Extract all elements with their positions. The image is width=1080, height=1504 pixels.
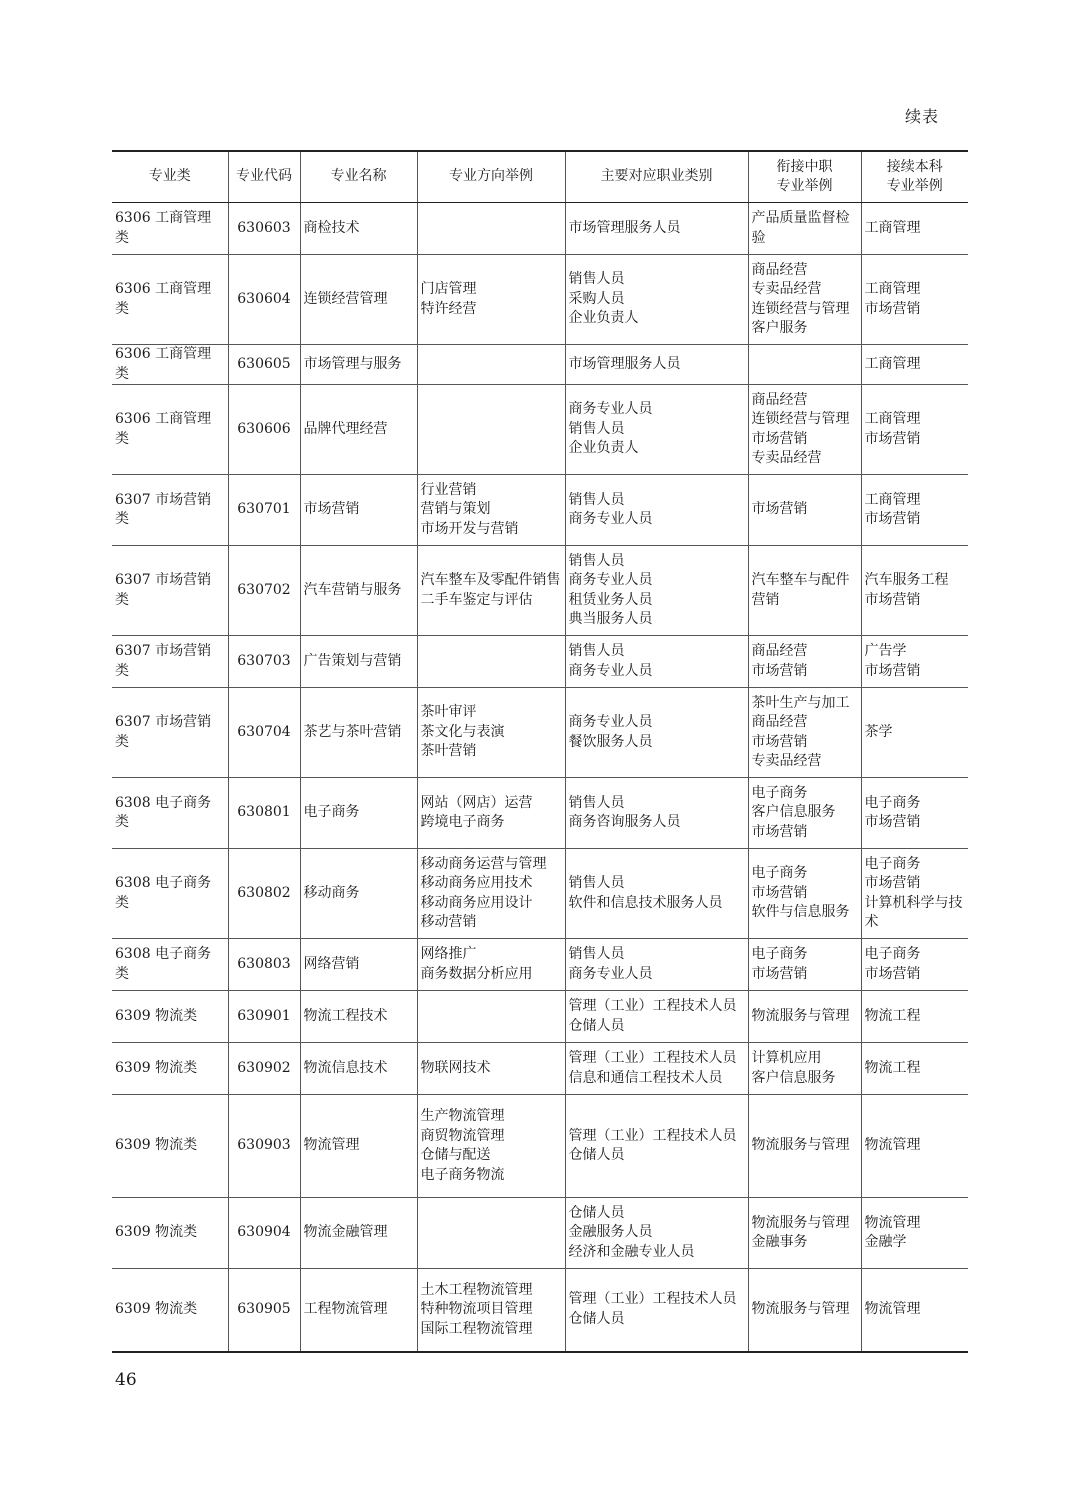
table-header-row <box>112 151 968 203</box>
category-cell: 6306 工商管理类 <box>112 255 228 345</box>
cell-line: 商务数据分析应用 <box>420 965 533 982</box>
major-name-cell: 物流管理 <box>300 1095 417 1198</box>
cell-line: 仓储人员 <box>568 1147 625 1163</box>
jobs-cell <box>565 636 748 688</box>
cell-line: 客户服务 <box>751 320 808 336</box>
cell-line: 市场营销 <box>864 511 921 527</box>
category-cell: 6307 市场营销类 <box>112 688 228 778</box>
bachelor-majors-cell <box>861 1198 968 1269</box>
bachelor-majors-cell <box>861 778 968 849</box>
header-bachelor <box>861 151 968 203</box>
cell-line: 工商管理 <box>864 491 921 508</box>
major-name-cell: 连锁经营管理 <box>300 255 417 345</box>
secondary-majors-cell <box>748 475 861 546</box>
cell-line: 客户信息服务 <box>751 804 836 821</box>
cell-line: 营销与策划 <box>420 501 491 518</box>
cell-line: 电子商务 <box>751 784 808 801</box>
cell-line: 商务咨询服务人员 <box>568 814 681 830</box>
cell-line: 物联网技术 <box>420 1059 491 1076</box>
cell-line: 工商管理 <box>864 281 921 297</box>
cell-line: 商品经营 <box>751 643 808 659</box>
major-name-cell: 汽车营销与服务 <box>300 546 417 636</box>
major-name-cell: 物流工程技术 <box>300 991 417 1043</box>
cell-line: 商务专业人员 <box>568 714 653 730</box>
table-row <box>112 636 968 688</box>
cell-line: 管理（工业）工程技术人员 <box>568 1127 737 1144</box>
cell-line: 商务专业人员 <box>568 401 653 418</box>
category-cell: 6309 物流类 <box>112 1095 228 1198</box>
cell-line: 专卖品经营 <box>751 281 822 297</box>
code-cell: 630703 <box>228 636 300 688</box>
bachelor-majors-cell <box>861 1269 968 1352</box>
cell-line: 市场开发与营销 <box>420 520 519 537</box>
code-cell: 630604 <box>228 255 300 345</box>
direction-cell <box>417 1269 565 1352</box>
cell-line: 网络推广 <box>420 946 477 962</box>
cell-line: 销售人员 <box>568 271 625 288</box>
cell-line: 金融学 <box>864 1234 907 1250</box>
major-name-cell: 市场管理与服务 <box>300 345 417 385</box>
cell-line: 网站（网店）运营 <box>420 794 533 811</box>
cell-line: 汽车整车与配件营销 <box>751 572 850 608</box>
cell-line: 电子商务 <box>864 855 921 872</box>
secondary-majors-cell <box>748 991 861 1043</box>
major-name-cell: 商检技术 <box>300 203 417 255</box>
header-line: 衔接中职 <box>776 158 833 175</box>
cell-line: 二手车鉴定与评估 <box>420 591 533 608</box>
cell-line: 移动商务运营与管理 <box>420 855 547 872</box>
cell-line: 商贸物流管理 <box>420 1127 505 1144</box>
code-cell: 630905 <box>228 1269 300 1352</box>
cell-line: 经济和金融专业人员 <box>568 1243 695 1260</box>
cell-line: 国际工程物流管理 <box>420 1320 533 1337</box>
direction-cell <box>417 203 565 255</box>
major-name-cell: 工程物流管理 <box>300 1269 417 1352</box>
cell-line: 市场营销 <box>751 823 808 840</box>
major-name-cell: 网络营销 <box>300 939 417 991</box>
cell-line: 仓储人员 <box>568 1204 625 1221</box>
cell-line: 商品经营 <box>751 391 808 408</box>
cell-line: 商务专业人员 <box>568 572 653 588</box>
category-cell: 6306 工商管理类 <box>112 385 228 475</box>
secondary-majors-cell <box>748 255 861 345</box>
bachelor-majors-cell <box>861 546 968 636</box>
direction-cell <box>417 636 565 688</box>
cell-line: 物流服务与管理 <box>751 1007 850 1024</box>
header-line: 专业举例 <box>886 178 943 194</box>
jobs-cell <box>565 255 748 345</box>
major-name-cell: 移动商务 <box>300 849 417 939</box>
secondary-majors-cell <box>748 688 861 778</box>
direction-cell <box>417 255 565 345</box>
direction-cell <box>417 546 565 636</box>
code-cell: 630606 <box>228 385 300 475</box>
cell-line: 跨境电子商务 <box>420 814 505 830</box>
category-cell: 6307 市场营销类 <box>112 475 228 546</box>
cell-line: 茶叶审评 <box>420 704 477 721</box>
code-cell: 630702 <box>228 546 300 636</box>
cell-line: 商品经营 <box>751 714 808 730</box>
cell-line: 市场营销 <box>864 300 921 317</box>
header-line: 专业代码 <box>236 168 292 185</box>
table-row <box>112 345 968 385</box>
code-cell: 630701 <box>228 475 300 546</box>
cell-line: 工商管理 <box>864 219 921 236</box>
cell-line: 仓储与配送 <box>420 1147 491 1163</box>
bachelor-majors-cell <box>861 475 968 546</box>
cell-line: 特种物流项目管理 <box>420 1301 533 1317</box>
cell-line: 软件和信息技术服务人员 <box>568 894 723 911</box>
jobs-cell <box>565 345 748 385</box>
cell-line: 茶叶生产与加工 <box>751 694 850 711</box>
cell-line: 销售人员 <box>568 875 625 891</box>
bachelor-majors-cell <box>861 636 968 688</box>
category-cell: 6309 物流类 <box>112 991 228 1043</box>
bachelor-majors-cell <box>861 203 968 255</box>
bachelor-majors-cell <box>861 385 968 475</box>
category-cell: 6308 电子商务类 <box>112 939 228 991</box>
cell-line: 租赁业务人员 <box>568 591 653 608</box>
code-cell: 630605 <box>228 345 300 385</box>
cell-line: 电子商务物流 <box>420 1166 505 1183</box>
table-row <box>112 939 968 991</box>
code-cell: 630802 <box>228 849 300 939</box>
major-name-cell: 电子商务 <box>300 778 417 849</box>
cell-line: 市场营销 <box>864 662 921 679</box>
table-row <box>112 385 968 475</box>
bachelor-majors-cell <box>861 688 968 778</box>
cell-line: 销售人员 <box>568 420 625 437</box>
direction-cell <box>417 385 565 475</box>
jobs-cell <box>565 939 748 991</box>
cell-line: 土木工程物流管理 <box>420 1281 533 1298</box>
header-line: 专业类 <box>148 168 191 185</box>
header-jobs <box>565 151 748 203</box>
jobs-cell <box>565 385 748 475</box>
header-code <box>228 151 300 203</box>
cell-line: 市场营销 <box>751 662 808 679</box>
secondary-majors-cell <box>748 1269 861 1352</box>
header-name <box>300 151 417 203</box>
category-cell: 6309 物流类 <box>112 1198 228 1269</box>
header-secondary <box>748 151 861 203</box>
cell-line: 电子商务 <box>751 946 808 962</box>
header-line: 专业名称 <box>330 168 387 185</box>
cell-line: 专卖品经营 <box>751 450 822 466</box>
cell-line: 移动商务应用技术 <box>420 875 533 891</box>
cell-line: 金融服务人员 <box>568 1224 653 1241</box>
cell-line: 管理（工业）工程技术人员 <box>568 998 737 1014</box>
code-cell: 630904 <box>228 1198 300 1269</box>
code-cell: 630704 <box>228 688 300 778</box>
category-cell: 6306 工商管理类 <box>112 345 228 385</box>
cell-line: 销售人员 <box>568 643 625 659</box>
secondary-majors-cell <box>748 849 861 939</box>
category-cell: 6308 电子商务类 <box>112 849 228 939</box>
cell-line: 工商管理 <box>864 411 921 427</box>
major-name-cell: 物流信息技术 <box>300 1043 417 1095</box>
cell-line: 信息和通信工程技术人员 <box>568 1069 723 1086</box>
cell-line: 企业负责人 <box>568 440 639 457</box>
table-row <box>112 849 968 939</box>
page-number: 46 <box>115 1370 137 1390</box>
table-row <box>112 203 968 255</box>
cell-line: 商务专业人员 <box>568 965 653 982</box>
cell-line: 管理（工业）工程技术人员 <box>568 1291 737 1308</box>
cell-line: 移动营销 <box>420 914 477 930</box>
cell-line: 市场营销 <box>864 965 921 982</box>
cell-line: 电子商务 <box>751 865 808 882</box>
major-name-cell: 物流金融管理 <box>300 1198 417 1269</box>
cell-line: 市场管理服务人员 <box>568 219 681 236</box>
code-cell: 630801 <box>228 778 300 849</box>
cell-line: 汽车整车及零配件销售 <box>420 572 561 588</box>
bachelor-majors-cell <box>861 345 968 385</box>
cell-line: 销售人员 <box>568 491 625 508</box>
cell-line: 生产物流管理 <box>420 1108 505 1124</box>
table-body <box>112 203 968 1352</box>
cell-line: 销售人员 <box>568 552 625 569</box>
header-line: 主要对应职业类别 <box>600 168 713 185</box>
cell-line: 广告学 <box>864 643 907 659</box>
cell-line: 商务专业人员 <box>568 662 653 679</box>
category-cell: 6308 电子商务类 <box>112 778 228 849</box>
table-row <box>112 778 968 849</box>
cell-line: 物流服务与管理 <box>751 1137 850 1154</box>
category-cell: 6306 工商管理类 <box>112 203 228 255</box>
cell-line: 物流服务与管理 <box>751 1214 850 1231</box>
code-cell: 630603 <box>228 203 300 255</box>
cell-line: 物流管理 <box>864 1301 921 1317</box>
cell-line: 销售人员 <box>568 946 625 962</box>
continued-label: 续表 <box>905 107 940 126</box>
jobs-cell <box>565 1269 748 1352</box>
table-row <box>112 1198 968 1269</box>
cell-line: 茶叶营销 <box>420 743 477 760</box>
cell-line: 销售人员 <box>568 794 625 811</box>
header-line: 专业举例 <box>776 178 833 194</box>
cell-line: 连锁经营与管理 <box>751 300 850 317</box>
cell-line: 移动商务应用设计 <box>420 894 533 911</box>
cell-line: 企业负责人 <box>568 310 639 327</box>
cell-line: 商务专业人员 <box>568 511 653 527</box>
bachelor-majors-cell <box>861 1043 968 1095</box>
secondary-majors-cell <box>748 778 861 849</box>
direction-cell <box>417 849 565 939</box>
secondary-majors-cell <box>748 385 861 475</box>
cell-line: 工商管理 <box>864 355 921 372</box>
cell-line: 汽车服务工程 <box>864 572 949 588</box>
cell-line: 金融事务 <box>751 1234 808 1250</box>
direction-cell <box>417 688 565 778</box>
header-line: 专业方向举例 <box>449 168 533 185</box>
cell-line: 特许经营 <box>420 300 477 317</box>
cell-line: 市场管理服务人员 <box>568 355 681 372</box>
secondary-majors-cell <box>748 203 861 255</box>
cell-line: 软件与信息服务 <box>751 904 850 921</box>
jobs-cell <box>565 546 748 636</box>
table-row <box>112 1043 968 1095</box>
jobs-cell <box>565 475 748 546</box>
table-row <box>112 688 968 778</box>
table-row <box>112 1095 968 1198</box>
cell-line: 典当服务人员 <box>568 611 653 627</box>
category-cell: 6307 市场营销类 <box>112 546 228 636</box>
cell-line: 行业营销 <box>420 481 477 498</box>
direction-cell <box>417 1095 565 1198</box>
bachelor-majors-cell <box>861 1095 968 1198</box>
majors-table <box>112 150 968 1353</box>
cell-line: 市场营销 <box>751 430 808 447</box>
cell-line: 市场营销 <box>751 965 808 982</box>
secondary-majors-cell <box>748 1043 861 1095</box>
direction-cell <box>417 1043 565 1095</box>
major-name-cell: 茶艺与茶叶营销 <box>300 688 417 778</box>
cell-line: 物流工程 <box>864 1007 921 1024</box>
cell-line: 连锁经营与管理 <box>751 411 850 427</box>
direction-cell <box>417 939 565 991</box>
cell-line: 客户信息服务 <box>751 1069 836 1086</box>
jobs-cell <box>565 1095 748 1198</box>
secondary-majors-cell <box>748 345 861 385</box>
cell-line: 电子商务 <box>864 946 921 962</box>
category-cell: 6307 市场营销类 <box>112 636 228 688</box>
major-name-cell: 品牌代理经营 <box>300 385 417 475</box>
cell-line: 市场营销 <box>751 884 808 901</box>
jobs-cell <box>565 688 748 778</box>
cell-line: 物流工程 <box>864 1059 921 1076</box>
cell-line: 产品质量监督检验 <box>751 210 850 246</box>
header-category <box>112 151 228 203</box>
cell-line: 门店管理 <box>420 281 477 297</box>
cell-line: 物流服务与管理 <box>751 1301 850 1317</box>
cell-line: 市场营销 <box>751 501 808 518</box>
cell-line: 电子商务 <box>864 794 921 811</box>
table-row <box>112 1269 968 1352</box>
code-cell: 630803 <box>228 939 300 991</box>
cell-line: 专卖品经营 <box>751 753 822 769</box>
cell-line: 物流管理 <box>864 1214 921 1231</box>
cell-line: 仓储人员 <box>568 1310 625 1327</box>
cell-line: 物流管理 <box>864 1137 921 1154</box>
category-cell: 6309 物流类 <box>112 1269 228 1352</box>
cell-line: 计算机应用 <box>751 1050 822 1066</box>
code-cell: 630901 <box>228 991 300 1043</box>
secondary-majors-cell <box>748 546 861 636</box>
header-line: 接续本科 <box>886 158 943 175</box>
cell-line: 餐饮服务人员 <box>568 733 653 750</box>
table-row <box>112 255 968 345</box>
cell-line: 茶学 <box>864 723 893 740</box>
bachelor-majors-cell <box>861 939 968 991</box>
cell-line: 管理（工业）工程技术人员 <box>568 1050 737 1066</box>
secondary-majors-cell <box>748 636 861 688</box>
code-cell: 630902 <box>228 1043 300 1095</box>
table-row <box>112 546 968 636</box>
cell-line: 茶文化与表演 <box>420 723 505 740</box>
cell-line: 市场营销 <box>864 875 921 891</box>
direction-cell <box>417 1198 565 1269</box>
cell-line: 商品经营 <box>751 261 808 278</box>
cell-line: 仓储人员 <box>568 1017 625 1034</box>
category-cell: 6309 物流类 <box>112 1043 228 1095</box>
cell-line: 市场营销 <box>751 733 808 750</box>
secondary-majors-cell <box>748 939 861 991</box>
direction-cell <box>417 778 565 849</box>
code-cell: 630903 <box>228 1095 300 1198</box>
major-name-cell: 广告策划与营销 <box>300 636 417 688</box>
bachelor-majors-cell <box>861 255 968 345</box>
cell-line: 市场营销 <box>864 430 921 447</box>
jobs-cell <box>565 849 748 939</box>
jobs-cell <box>565 1198 748 1269</box>
header-direction <box>417 151 565 203</box>
direction-cell <box>417 345 565 385</box>
cell-line: 市场营销 <box>864 814 921 830</box>
jobs-cell <box>565 203 748 255</box>
bachelor-majors-cell <box>861 991 968 1043</box>
cell-line: 市场营销 <box>864 591 921 608</box>
table-row <box>112 475 968 546</box>
secondary-majors-cell <box>748 1095 861 1198</box>
bachelor-majors-cell <box>861 849 968 939</box>
table-row <box>112 991 968 1043</box>
cell-line: 计算机科学与技术 <box>864 894 963 930</box>
cell-line: 采购人员 <box>568 290 625 307</box>
direction-cell <box>417 475 565 546</box>
major-name-cell: 市场营销 <box>300 475 417 546</box>
secondary-majors-cell <box>748 1198 861 1269</box>
jobs-cell <box>565 778 748 849</box>
direction-cell <box>417 991 565 1043</box>
jobs-cell <box>565 1043 748 1095</box>
jobs-cell <box>565 991 748 1043</box>
